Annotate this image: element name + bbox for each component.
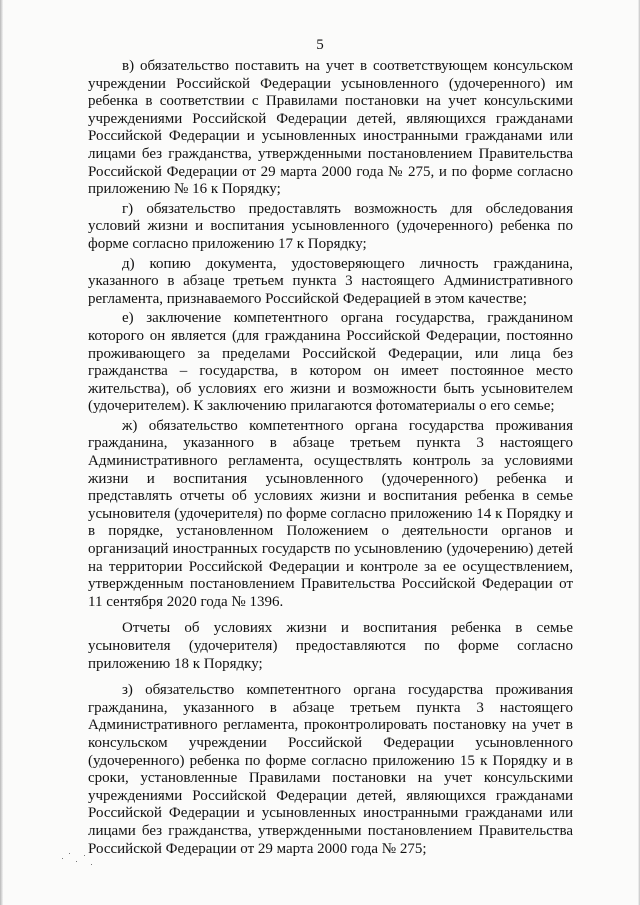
- page-number: 5: [316, 37, 324, 53]
- paragraph-d: д) копию документа, удостоверяющего личность гражданина, указанного в абзаце третьем пункта 3 настоящего Административного регламента, признаваемого Российской Федерацией в этом качестве;: [88, 255, 573, 307]
- scan-specks: [60, 850, 100, 870]
- scan-edge-left: [0, 0, 3, 905]
- paragraph-reports: Отчеты об условиях жизни и воспитания ребенка в семье усыновителя (удочерителя) предоставляются по форме согласно приложению 18 к Порядку;: [88, 620, 573, 672]
- paragraph-z: з) обязательство компетентного органа государства проживания гражданина, указанного в абзаце третьем пункта 3 настоящего Административного регламента, проконтролировать постановку на учет в консульском учреждении Российской Федерации усыновленного (удочеренного) ребенка по форме согласно приложению 15 к Порядку и в сроки, установленные Правилами постановки на учет консульскими учреждениями Российской Федерации детей, являющихся гражданами Российской Федерации и усыновленных иностранными гражданами или лицами без гражданства, утвержденными постановлением Правительства Российской Федерации от 29 марта 2000 года № 275;: [88, 682, 573, 857]
- document-body: [88, 58, 573, 860]
- paragraph-zh: ж) обязательство компетентного органа государства проживания гражданина, указанного в абзаце третьем пункта 3 настоящего Административного регламента, осуществлять контроль за условиями жизни и воспитания усыновленного (удочеренного) ребенка и представлять отчеты об условиях жизни и воспитания ребенка в семье усыновителя (удочерителя) по форме согласно приложению 14 к Порядку и в порядке, установленном Положением о деятельности органов и организаций иностранных государств по усыновлению (удочерению) детей на территории Российской Федерации и контроле за ее осуществлением, утвержденным постановлением Правительства Российской Федерации от 11 сентября 2020 года № 1396.: [88, 417, 573, 610]
- paragraph-e: е) заключение компетентного органа государства, гражданином которого он является (для гражданина Российской Федерации, постоянно проживающего за пределами Российской Федерации, или лица без гражданства – государства, в котором он имеет постоянное место жительства), об условиях его жизни и возможности быть усыновителем (удочерителем). К заключению прилагаются фотоматериалы о его семье;: [88, 310, 573, 415]
- paragraph-g: г) обязательство предоставлять возможность для обследования условий жизни и воспитания усыновленного (удочеренного) ребенка по форме согласно приложению 17 к Порядку;: [88, 200, 573, 252]
- paragraph-v: в) обязательство поставить на учет в соответствующем консульском учреждении Российской Федерации усыновленного (удочеренного) им ребенка в соответствии с Правилами постановки на учет консульскими учреждениями Российской Федерации детей, являющихся гражданами Российской Федерации и усыновленных иностранными гражданами или лицами без гражданства, утвержденными постановлением Правительства Российской Федерации от 29 марта 2000 года № 275, и по форме согласно приложению № 16 к Порядку;: [88, 58, 573, 198]
